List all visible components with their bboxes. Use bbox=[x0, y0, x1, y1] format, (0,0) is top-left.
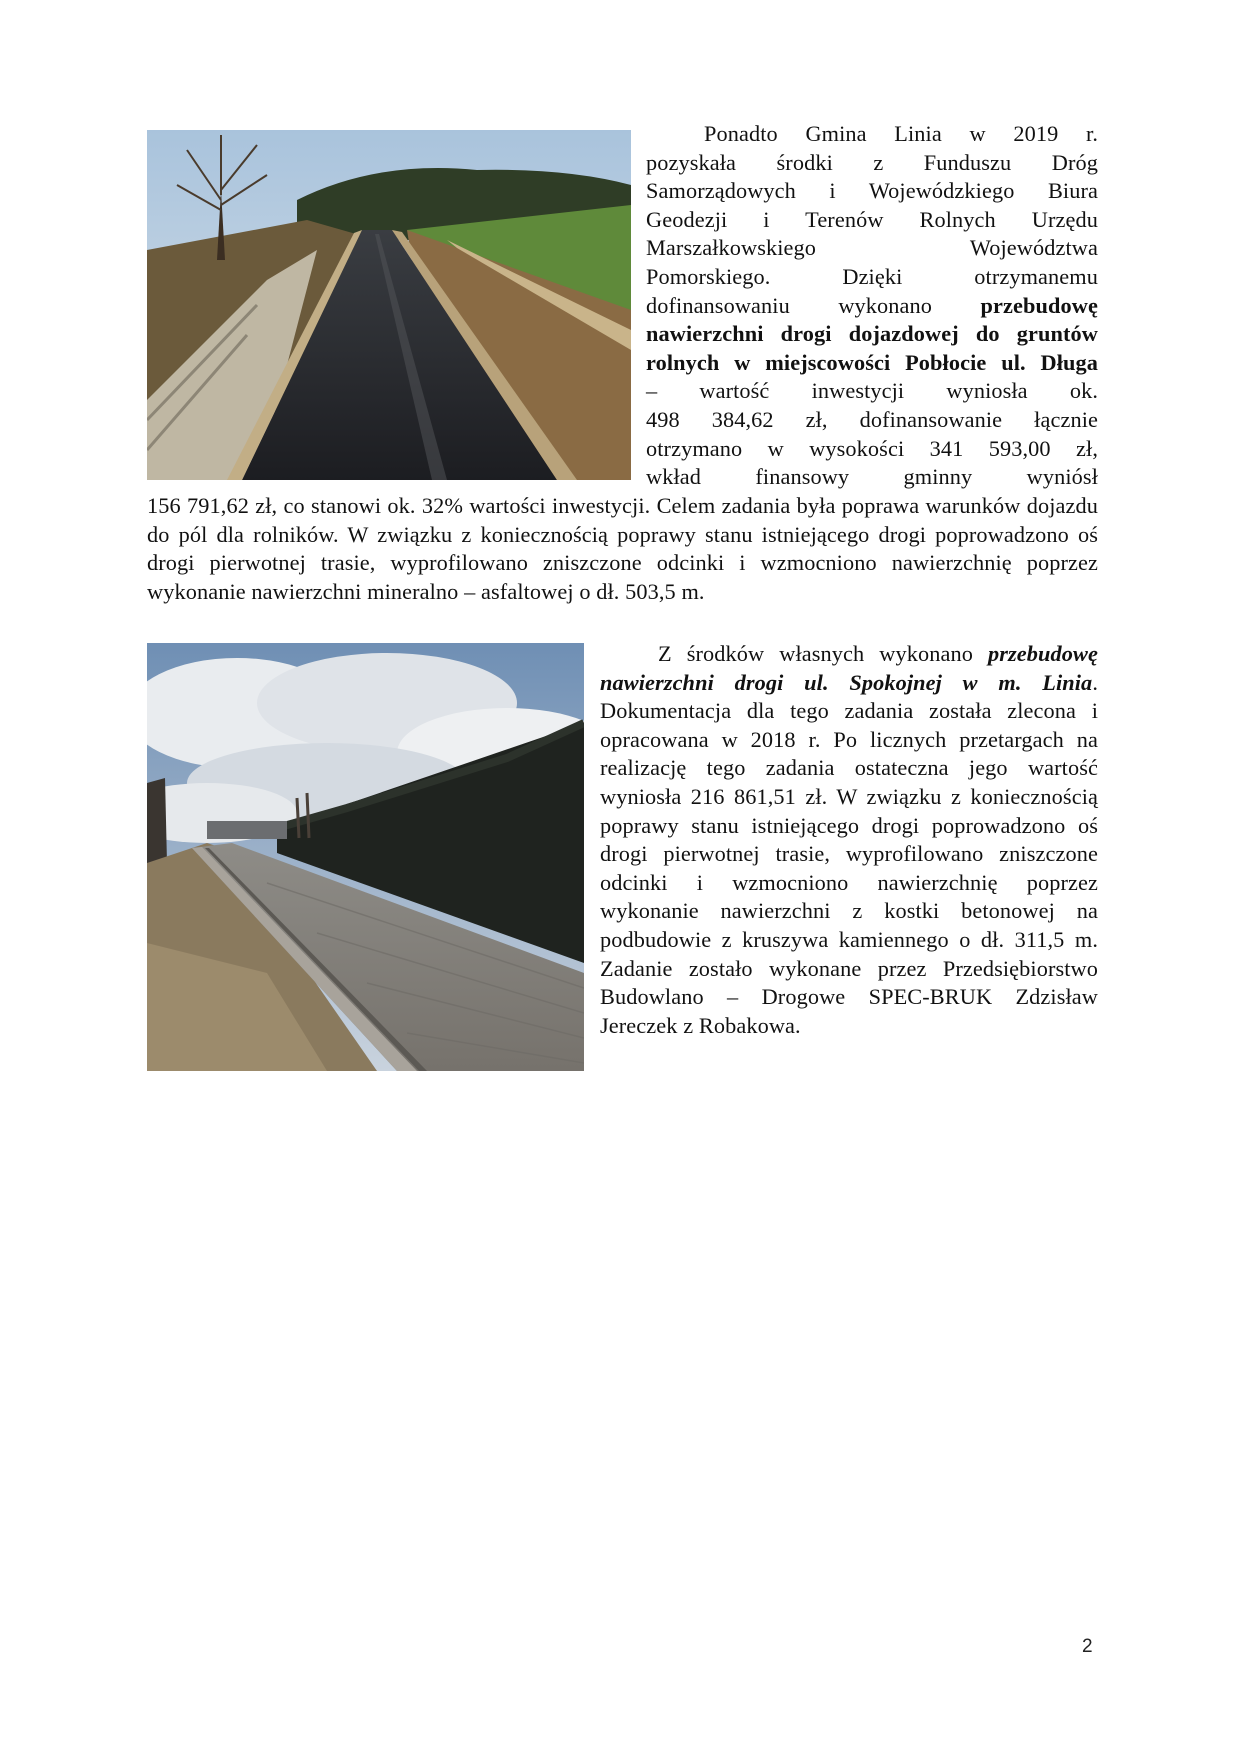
section2-paragraph bbox=[600, 640, 1098, 1040]
float-line: Marszałkowskiego Województwa bbox=[646, 235, 1098, 261]
float-line: Ponadto Gmina Linia w 2019 r. bbox=[704, 121, 1098, 146]
paved-road-illustration bbox=[147, 643, 584, 1071]
float-line: Pomorskiego. Dzięki otrzymanemu bbox=[646, 263, 1098, 289]
asphalt-road-photo bbox=[147, 130, 631, 480]
bold-line: rolnych w miejscowości Pobłocie ul. Długa bbox=[646, 349, 1098, 375]
bold-line: nawierzchni drogi dojazdowej do gruntów bbox=[646, 321, 1098, 347]
section2-rest: . Dokumentacja dla tego zadania została zlecona i opracowana w 2018 r. Po licznych przetargach na realizację tego zadania ostateczna jego wartość wyniosła 216 861,51 zł. W związku z koniecznością poprawy stanu istniejącego drogi poprowadzono oś drogi pierwotnej trasie, wyprofilowano zniszczone odcinki i wzmocniono nawierzchnię poprzez wykonanie nawierzchni z kostki betonowej na podbudowie z kruszywa kamiennego o dł. 311,5 m. Zadanie zostało wykonane przez Przedsiębiorstwo Budowlano – Drogowe SPEC-BRUK Zdzisław Jereczek z Robakowa. bbox=[600, 669, 1098, 1038]
float-line: – wartość inwestycji wyniosła ok. bbox=[646, 378, 1098, 404]
section2-intro: Z środków własnych wykonano bbox=[658, 641, 988, 666]
float-line: wkład finansowy gminny wyniósł bbox=[646, 464, 1098, 490]
float-line-with-bold bbox=[646, 292, 1098, 321]
float-line: otrzymano w wysokości 341 593,00 zł, bbox=[646, 435, 1098, 461]
section1-full-width-text bbox=[147, 492, 1098, 606]
section2-text bbox=[600, 640, 1098, 1040]
float-line: Geodezji i Terenów Rolnych Urzędu bbox=[646, 206, 1098, 232]
float-line: pozyskała środki z Funduszu Dróg bbox=[646, 149, 1098, 175]
full-width-paragraph: 156 791,62 zł, co stanowi ok. 32% wartości inwestycji. Celem zadania była poprawa warunków dojazdu do pól dla rolników. W związku z koniecznością poprawy stanu istniejącego drogi poprowadzono oś drogi pierwotnej trasie, wyprofilowano zniszczone odcinki i wzmocniono nawierzchnię poprzez wykonanie nawierzchni mineralno – asfaltowej o dł. 503,5 m. bbox=[147, 493, 1098, 604]
page-number: 2 bbox=[1082, 1636, 1093, 1657]
section1-float-text bbox=[646, 120, 1098, 492]
bold-italic-text: przebudowę nawierzchni drogi ul. Spokojnej w m. Linia bbox=[600, 641, 1098, 695]
bold-text: przebudowę bbox=[980, 292, 1098, 318]
float-line: 498 384,62 zł, dofinansowanie łącznie bbox=[646, 406, 1098, 432]
float-line: Samorządowych i Wojewódzkiego Biura bbox=[646, 178, 1098, 204]
paved-road-photo bbox=[147, 643, 584, 1071]
float-line-text: dofinansowaniu wykonano bbox=[646, 292, 981, 318]
asphalt-road-illustration bbox=[147, 130, 631, 480]
